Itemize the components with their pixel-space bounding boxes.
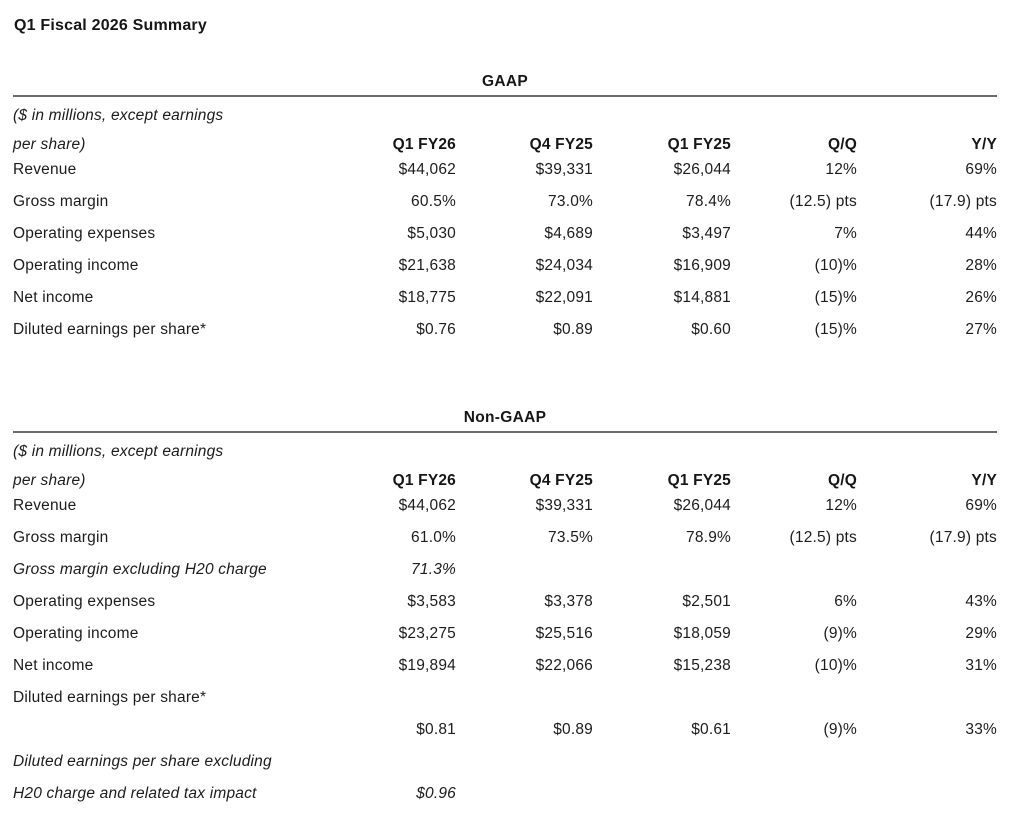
- cell-value: 27%: [965, 321, 998, 338]
- table-row: [13, 522, 997, 554]
- cell-value: $44,062: [398, 497, 456, 514]
- cell-value: (17.9) pts: [929, 193, 998, 210]
- cell-value: $3,378: [544, 593, 593, 610]
- cell-value: [456, 554, 593, 586]
- cell-value: 12%: [825, 161, 857, 178]
- row-label: Operating income: [13, 625, 139, 642]
- cell-value: $3,583: [407, 593, 456, 610]
- cell-value: 69%: [965, 161, 998, 178]
- cell-value: [731, 554, 857, 586]
- row-label: Revenue: [13, 497, 77, 514]
- cell-value: $22,066: [535, 657, 593, 674]
- unit-note-row: [13, 96, 997, 125]
- cell-value: 43%: [965, 593, 998, 610]
- row-label: Operating expenses: [13, 225, 156, 242]
- cell-value: 73.0%: [548, 193, 593, 210]
- cell-value: (12.5) pts: [789, 193, 857, 210]
- cell-value: [593, 778, 731, 810]
- non-gaap-section: [13, 408, 997, 810]
- unit-note-line1: ($ in millions, except earnings: [13, 443, 224, 460]
- cell-value: 31%: [965, 657, 998, 674]
- cell-value: $4,689: [544, 225, 593, 242]
- cell-value: 29%: [965, 625, 998, 642]
- table-row: [13, 186, 997, 218]
- column-header: Q4 FY25: [529, 472, 593, 489]
- table-row: [13, 282, 997, 314]
- cell-value: [360, 682, 456, 714]
- cell-value: [857, 682, 997, 714]
- cell-value: [456, 778, 593, 810]
- cell-value: $26,044: [673, 497, 731, 514]
- table-row: [13, 154, 997, 186]
- cell-value: 12%: [825, 497, 857, 514]
- cell-value: $14,881: [673, 289, 731, 306]
- cell-value: 78.4%: [686, 193, 731, 210]
- cell-value: [456, 682, 593, 714]
- row-label: Diluted earnings per share*: [13, 321, 207, 338]
- table-row: [13, 650, 997, 682]
- cell-value: [456, 746, 593, 778]
- cell-value: $0.96: [416, 785, 456, 802]
- cell-value: 78.9%: [686, 529, 731, 546]
- row-label: Gross margin excluding H20 charge: [13, 561, 267, 578]
- cell-value: $0.60: [691, 321, 731, 338]
- cell-value: 60.5%: [411, 193, 456, 210]
- cell-value: $23,275: [398, 625, 456, 642]
- column-header: Y/Y: [971, 136, 998, 153]
- cell-value: (17.9) pts: [929, 529, 998, 546]
- row-label: H20 charge and related tax impact: [13, 785, 257, 802]
- column-header: Y/Y: [971, 472, 998, 489]
- non-gaap-table: [13, 431, 997, 810]
- cell-value: [857, 746, 997, 778]
- cell-value: [857, 554, 997, 586]
- row-label: Diluted earnings per share*: [13, 689, 207, 706]
- cell-value: (9)%: [823, 625, 857, 642]
- cell-value: 28%: [965, 257, 998, 274]
- cell-value: (15)%: [814, 321, 857, 338]
- cell-value: [593, 682, 731, 714]
- cell-value: [731, 682, 857, 714]
- column-header: Q1 FY26: [392, 472, 456, 489]
- table-row: [13, 746, 997, 778]
- cell-value: [593, 554, 731, 586]
- cell-value: $0.89: [553, 321, 593, 338]
- column-header-row: [13, 461, 997, 490]
- table-row: [13, 778, 997, 810]
- row-label: Net income: [13, 657, 94, 674]
- cell-value: [593, 746, 731, 778]
- cell-value: $44,062: [398, 161, 456, 178]
- gaap-table: [13, 95, 997, 346]
- cell-value: 71.3%: [411, 561, 456, 578]
- table-row: [13, 218, 997, 250]
- section-title-gaap: GAAP: [482, 73, 528, 90]
- cell-value: $25,516: [535, 625, 593, 642]
- column-header: Q1 FY25: [667, 472, 731, 489]
- cell-value: 69%: [965, 497, 998, 514]
- cell-value: 33%: [965, 721, 998, 738]
- cell-value: $18,059: [673, 625, 731, 642]
- section-title-non-gaap: Non-GAAP: [463, 409, 547, 426]
- cell-value: $39,331: [535, 497, 593, 514]
- column-header: Q/Q: [827, 472, 857, 489]
- cell-value: 61.0%: [411, 529, 456, 546]
- unit-note-line2: per share): [13, 472, 86, 489]
- column-header: Q/Q: [827, 136, 857, 153]
- table-row: [13, 586, 997, 618]
- cell-value: $19,894: [398, 657, 456, 674]
- table-row: [13, 314, 997, 346]
- row-label: Operating expenses: [13, 593, 156, 610]
- cell-value: $24,034: [535, 257, 593, 274]
- gaap-section: [13, 72, 997, 346]
- cell-value: $0.81: [416, 721, 456, 738]
- row-label: Gross margin: [13, 529, 109, 546]
- column-header: Q4 FY25: [529, 136, 593, 153]
- cell-value: 44%: [965, 225, 998, 242]
- row-label: Diluted earnings per share excluding: [13, 753, 272, 770]
- table-row: [13, 714, 997, 746]
- column-header-row: [13, 125, 997, 154]
- cell-value: $15,238: [673, 657, 731, 674]
- row-label: Revenue: [13, 161, 77, 178]
- unit-note-line2: per share): [13, 136, 86, 153]
- row-label: Operating income: [13, 257, 139, 274]
- column-header: Q1 FY26: [392, 136, 456, 153]
- cell-value: (10)%: [814, 657, 857, 674]
- cell-value: [360, 746, 456, 778]
- cell-value: (10)%: [814, 257, 857, 274]
- unit-note-row: [13, 432, 997, 461]
- cell-value: 6%: [834, 593, 857, 610]
- cell-value: [731, 778, 857, 810]
- cell-value: 7%: [834, 225, 857, 242]
- cell-value: $0.89: [553, 721, 593, 738]
- cell-value: (9)%: [823, 721, 857, 738]
- table-row: [13, 618, 997, 650]
- row-label: Gross margin: [13, 193, 109, 210]
- cell-value: $3,497: [682, 225, 731, 242]
- cell-value: $18,775: [398, 289, 456, 306]
- cell-value: $22,091: [535, 289, 593, 306]
- unit-note-line1: ($ in millions, except earnings: [13, 107, 224, 124]
- table-row: [13, 490, 997, 522]
- cell-value: [857, 778, 997, 810]
- column-header: Q1 FY25: [667, 136, 731, 153]
- cell-value: (15)%: [814, 289, 857, 306]
- cell-value: $5,030: [407, 225, 456, 242]
- cell-value: (12.5) pts: [789, 529, 857, 546]
- cell-value: $39,331: [535, 161, 593, 178]
- cell-value: [731, 746, 857, 778]
- cell-value: $0.61: [691, 721, 731, 738]
- table-row: [13, 250, 997, 282]
- cell-value: $2,501: [682, 593, 731, 610]
- cell-value: $0.76: [416, 321, 456, 338]
- table-row: [13, 554, 997, 586]
- row-label: [13, 714, 360, 746]
- page-title: Q1 Fiscal 2026 Summary: [14, 17, 207, 34]
- cell-value: 26%: [965, 289, 998, 306]
- cell-value: $21,638: [398, 257, 456, 274]
- cell-value: $26,044: [673, 161, 731, 178]
- row-label: Net income: [13, 289, 94, 306]
- cell-value: $16,909: [673, 257, 731, 274]
- cell-value: 73.5%: [548, 529, 593, 546]
- table-row: [13, 682, 997, 714]
